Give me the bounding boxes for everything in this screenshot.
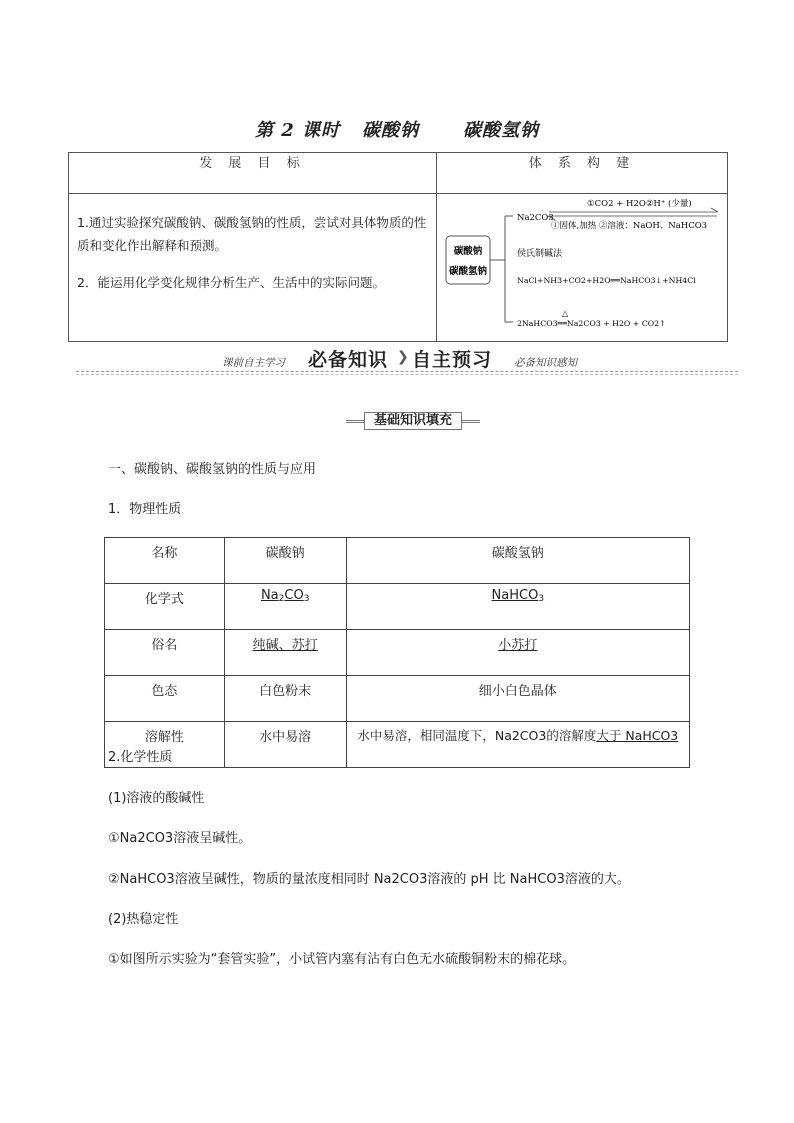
- diagram-houshi: 侯氏制碱法: [517, 249, 563, 259]
- goal-table: [68, 152, 728, 342]
- sub-heading-1: (1)溶液的酸碱性: [108, 791, 205, 806]
- row-name: 溶解性: [105, 722, 225, 768]
- diagram-top-condition: ①CO2 + H2O②H⁺ (少量): [587, 199, 692, 209]
- common-name-a: [224, 630, 346, 676]
- lesson-label: 第 2 课时: [254, 120, 341, 141]
- diagram-eq2: 2NaHCO3══Na2CO3 + H2O + CO2↑: [517, 319, 666, 328]
- heat-symbol: △: [562, 309, 569, 318]
- goal-item: 2．能运用化学变化规律分析生产、生活中的实际问题。: [77, 275, 385, 290]
- banner-title-2: 自主预习: [412, 349, 493, 371]
- common-name-b: [346, 630, 689, 676]
- table-header: 碳酸钠: [224, 538, 346, 584]
- system-diagram: [437, 194, 727, 341]
- table-header: 碳酸氢钠: [346, 538, 689, 584]
- table-row: [105, 538, 690, 584]
- state-b: 细小白色晶体: [346, 676, 689, 722]
- formula-na2co3: $Na_2CO_3$: [224, 584, 346, 630]
- banner-left-text: 课前自主学习: [222, 357, 285, 369]
- banner-right-text: 必备知识感知: [514, 357, 577, 369]
- goal-header: 发 展 目 标: [69, 153, 436, 194]
- solubility-blank: 大于: [596, 728, 622, 743]
- goal-item: 1.通过实验探究碳酸钠、碳酸氢钠的性质，尝试对具体物质的性质和变化作出解释和预测。: [77, 215, 427, 253]
- row-name: 化学式: [105, 584, 225, 630]
- sub-heading-2: (2)热稳定性: [108, 912, 179, 927]
- table-row: [105, 584, 690, 630]
- section-label-box: [346, 412, 480, 428]
- section-label: 基础知识填充: [364, 412, 462, 430]
- common-name-a-text: 纯碱、苏打: [252, 638, 318, 653]
- table-row: [105, 676, 690, 722]
- table-row: [105, 722, 690, 768]
- solubility-a: 水中易溶: [224, 722, 346, 768]
- solubility-b-prefix: 水中易溶，相同温度下，Na2CO3的溶解度: [357, 728, 597, 743]
- diagram-center-2: 碳酸氢钠: [448, 266, 488, 277]
- common-name-b-text: 小苏打: [498, 638, 538, 653]
- page-title: [0, 116, 794, 142]
- banner-rule: [76, 371, 738, 372]
- system-header: 体 系 构 建: [437, 153, 727, 194]
- diagram-center-1: 碳酸钠: [453, 246, 483, 257]
- banner-rule-2: [76, 374, 738, 375]
- table-header: 名称: [105, 538, 225, 584]
- row-name: 色态: [105, 676, 225, 722]
- table-row: [105, 630, 690, 676]
- solubility-b: [346, 722, 689, 768]
- topic-1: 碳酸钠: [362, 120, 420, 141]
- solubility-b-suffix: NaHCO3: [621, 728, 679, 743]
- row-name: 俗名: [105, 630, 225, 676]
- goal-list: [77, 211, 429, 308]
- chevron-right-icon: ❯: [397, 349, 409, 365]
- chem-heading: 2.化学性质: [108, 750, 173, 765]
- diagram-eq1: NaCl+NH3+CO2+H2O══NaHCO3↓+NH4Cl: [517, 276, 696, 285]
- heading-1: 一、碳酸钠、碳酸氢钠的性质与应用: [108, 462, 317, 477]
- topic-2: 碳酸氢钠: [463, 120, 540, 141]
- formula-nahco3: NaHCO$_3$: [346, 584, 689, 630]
- heading-2: 1．物理性质: [108, 502, 182, 517]
- diagram-na2co3: Na2CO3: [517, 213, 554, 223]
- line-3: ①如图所示实验为“套管实验”，小试管内塞有沾有白色无水硫酸铜粉末的棉花球。: [108, 952, 576, 967]
- diagram-bottom-condition: ①固体,加热 ②溶液：NaOH、NaHCO3: [551, 221, 708, 231]
- banner-title-1: 必备知识: [308, 349, 389, 371]
- section-banner: [76, 345, 738, 375]
- property-table: [104, 537, 690, 768]
- line-2: ②NaHCO3溶液呈碱性，物质的量浓度相同时 Na2CO3溶液的 pH 比 NaHCO3溶液的大。: [108, 872, 630, 887]
- state-a: 白色粉末: [224, 676, 346, 722]
- line-1: ①Na2CO3溶液呈碱性。: [108, 831, 252, 846]
